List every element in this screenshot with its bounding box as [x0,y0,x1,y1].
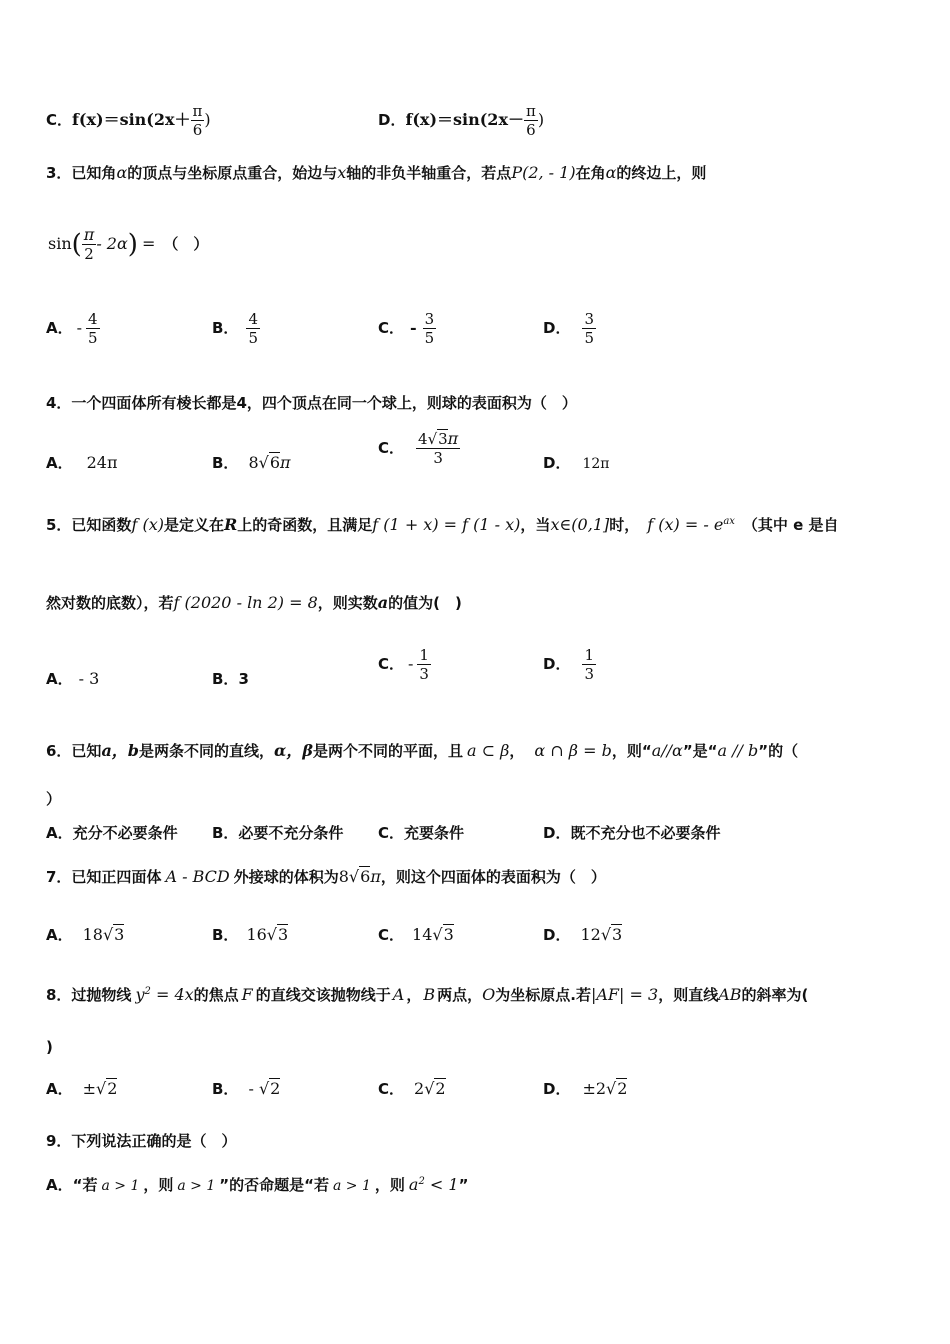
q6-option-a: A．充分不必要条件 [46,824,178,842]
q4-option-b: B． 8√6π [212,453,291,472]
q3-option-a: A． - $\frac{4}{5}$ [46,310,98,347]
q7-option-a: A． 18√3 [46,925,125,944]
q3-option-c: C． - $\frac{3}{5}$ [378,310,435,347]
q3-option-d: D． $\frac{3}{5}$ [543,310,594,347]
q7-stem: 7．已知正四面体 A - BCD 外接球的体积为8√6π，则这个四面体的表面积为（ ） [46,867,606,886]
q7-option-c: C． 14√3 [378,925,454,944]
q8-option-b: B． - √2 [212,1079,281,1098]
q4-option-a: A． 24π [46,453,118,472]
q4-option-d: D． 12π [543,454,610,472]
q5-stem-line2: 然对数的底数），若f (2020 - ln 2) = 8，则实数a的值为( ) [46,593,462,612]
q3-expression: sin( $\frac{\pi}{2}$ - 2α) = （ ） [48,225,209,263]
q6-stem: 6．已知a，b是两条不同的直线，α，β是两个不同的平面，且 a ⊂ β， α ∩ β = b，则“a//α”是“a // b”的（ [46,741,799,760]
q5-option-d: D． $\frac{1}{3}$ [543,646,594,683]
q9-option-a: A．“若 a > 1 ，则 a > 1 ”的否命题是“若 a > 1 ，则 $a^2 < 1$” [46,1175,469,1194]
q7-option-b: B． 16√3 [212,925,289,944]
q2-option-d: D．f(x)＝sin(2x－ $\frac{\pi}{6}$ ) [378,102,545,139]
q5-stem-line1: 5．已知函数f (x)是定义在R上的奇函数，且满足f (1 + x) = f (1 - x)，当x∈(0,1]时， f (x) = - $e^{ax}$ （其中 e 是自 [46,515,839,534]
q5-option-b: B．3 [212,670,249,688]
q6-option-b: B．必要不充分条件 [212,824,344,842]
q3-option-b: B． $\frac{4}{5}$ [212,310,258,347]
q2-option-c: C．f(x)＝sin(2x＋ $\frac{\pi}{6}$ ) [46,102,211,139]
q6-option-d: D．既不充分也不必要条件 [543,824,721,842]
q8-option-c: C． 2√2 [378,1079,446,1098]
q4-stem: 4．一个四面体所有棱长都是4，四个顶点在同一个球上，则球的表面积为（ ） [46,394,577,412]
q8-stem-close: ) [46,1038,53,1056]
q6-stem-close: ） [46,790,62,808]
q3-stem: 3．已知角α的顶点与坐标原点重合，始边与x轴的非负半轴重合，若点P(2, - 1)在角α的终边上，则 [46,163,707,182]
q4-option-c: C． $\frac{4√3\pi}{3}$ [378,429,459,467]
q9-stem: 9．下列说法正确的是（ ） [46,1132,237,1150]
q5-option-c: C． - $\frac{1}{3}$ [378,646,429,683]
q8-option-d: D． ±2√2 [543,1079,628,1098]
q7-option-d: D． 12√3 [543,925,623,944]
q6-option-c: C．充要条件 [378,824,465,842]
q5-option-a: A． - 3 [46,669,100,688]
q8-option-a: A． ±√2 [46,1079,118,1098]
q8-stem: 8．过抛物线 $y^2 = 4x$的焦点 F 的直线交该抛物线于 A ， B 两点，O为坐标原点.若|AF| = 3，则直线AB的斜率为( [46,985,809,1004]
